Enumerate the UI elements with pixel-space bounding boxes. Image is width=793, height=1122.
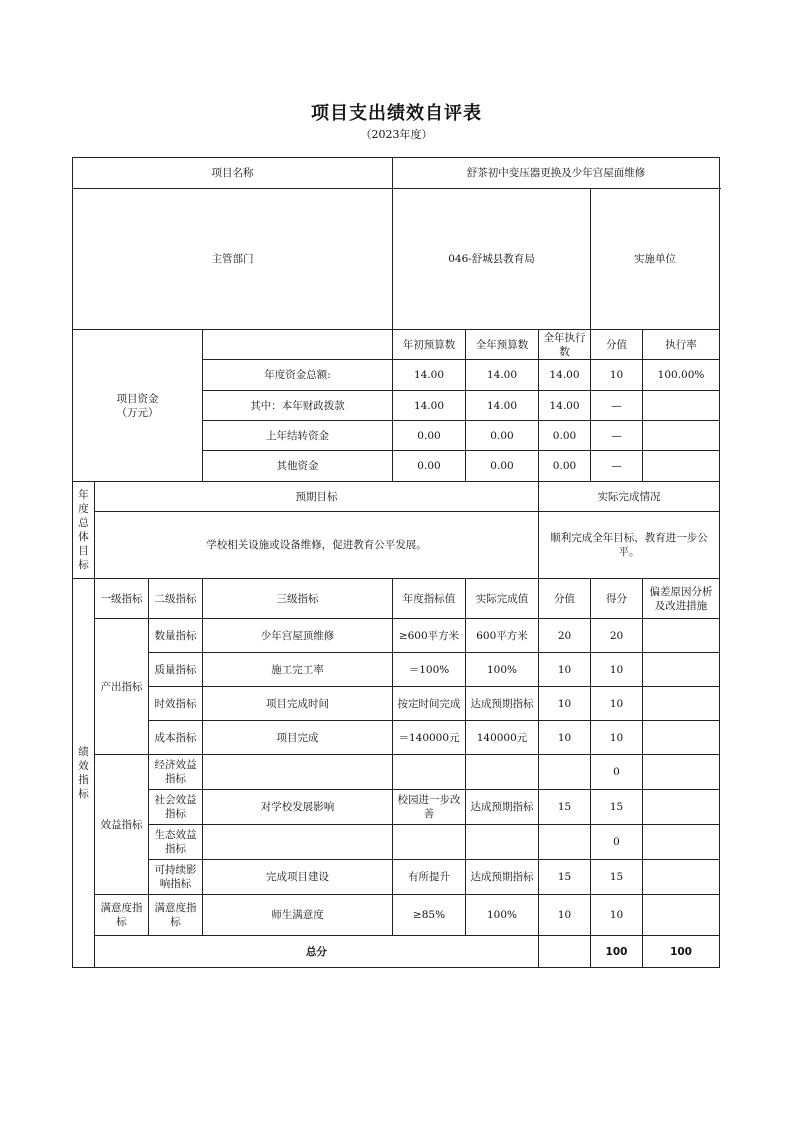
funds-cell: 0.00 [393, 421, 466, 451]
goals-row [73, 512, 720, 579]
header-score: 得分 [591, 579, 643, 619]
indicator-actual [466, 825, 539, 860]
indicators-side-char: 指 [78, 774, 89, 786]
indicator-score: 10 [591, 653, 643, 687]
indicator-level2: 时效指标 [149, 687, 203, 721]
indicator-level2: 经济效益指标 [149, 755, 203, 790]
actual-result-text: 顺利完成全年目标，教育进一步公平。 [539, 512, 720, 579]
funds-cell: 14.00 [393, 391, 466, 421]
funds-label [73, 330, 203, 482]
actual-result-header: 实际完成情况 [539, 482, 720, 512]
indicator-score-value: 10 [539, 687, 591, 721]
funds-header-score-value: 分值 [591, 330, 643, 360]
indicator-level2: 社会效益指标 [149, 790, 203, 825]
page-title: 项目支出绩效自评表 [311, 103, 482, 124]
indicator-deviation [643, 895, 720, 936]
indicator-level3: 项目完成 [203, 721, 393, 755]
indicator-score-value [539, 825, 591, 860]
project-name-value: 舒茶初中变压器更换及少年宫屋面维修 [393, 158, 720, 189]
indicator-deviation [643, 721, 720, 755]
indicator-score: 15 [591, 860, 643, 895]
goals-side-char: 度 [78, 503, 89, 515]
indicator-target: ≥85% [393, 895, 466, 936]
funds-row-label: 上年结转资金 [203, 421, 393, 451]
indicator-target: 按定时间完成 [393, 687, 466, 721]
header-target: 年度指标值 [393, 579, 466, 619]
total-label: 总分 [95, 936, 539, 968]
funds-header-row [73, 330, 720, 360]
indicator-deviation [643, 860, 720, 895]
indicator-level2: 成本指标 [149, 721, 203, 755]
funds-cell: 14.00 [539, 391, 591, 421]
indicators-side-char: 绩 [78, 746, 89, 758]
funds-cell: 0.00 [393, 451, 466, 482]
funds-cell: 10 [591, 360, 643, 391]
header-score-value: 分值 [539, 579, 591, 619]
total-score: 100 [643, 936, 720, 968]
funds-cell: — [591, 391, 643, 421]
indicator-deviation [643, 619, 720, 653]
indicator-deviation [643, 687, 720, 721]
indicator-actual: 达成预期指标 [466, 790, 539, 825]
indicator-actual [466, 755, 539, 790]
level1-satisfaction: 满意度指标 [95, 895, 149, 936]
project-name-row [73, 158, 720, 189]
indicator-score-value: 10 [539, 653, 591, 687]
indicator-target: ＝140000元 [393, 721, 466, 755]
indicator-score-value: 20 [539, 619, 591, 653]
total-score-value: 100 [591, 936, 643, 968]
indicator-score: 15 [591, 790, 643, 825]
indicator-row [73, 721, 720, 755]
indicators-side-char: 标 [78, 788, 89, 800]
indicator-row [73, 653, 720, 687]
indicators-side-char: 效 [78, 760, 89, 772]
funds-cell: 0.00 [466, 421, 539, 451]
goals-header-row [73, 482, 720, 512]
level1-benefit: 效益指标 [95, 755, 149, 895]
level1-output: 产出指标 [95, 619, 149, 755]
funds-cell [643, 421, 720, 451]
indicators-side-label [73, 579, 95, 968]
indicator-actual: 达成预期指标 [466, 860, 539, 895]
indicator-actual: 达成预期指标 [466, 687, 539, 721]
indicator-row [73, 619, 720, 653]
funds-row-label: 年度资金总额: [203, 360, 393, 391]
department-row [73, 189, 720, 330]
funds-label-line2: （万元） [116, 406, 159, 419]
indicator-target [393, 755, 466, 790]
goals-side-char: 年 [78, 489, 89, 501]
header-level1: 一级指标 [95, 579, 149, 619]
total-blank [539, 936, 591, 968]
header-actual: 实际完成值 [466, 579, 539, 619]
indicator-deviation [643, 790, 720, 825]
indicator-level2: 数量指标 [149, 619, 203, 653]
indicator-score-value: 15 [539, 790, 591, 825]
funds-cell: 14.00 [466, 391, 539, 421]
goals-side-char: 标 [78, 559, 89, 571]
indicator-level3: 师生满意度 [203, 895, 393, 936]
funds-cell: 14.00 [539, 360, 591, 391]
indicator-target: 有所提升 [393, 860, 466, 895]
indicator-row [73, 895, 720, 936]
project-name-label: 项目名称 [73, 158, 393, 189]
indicator-level3 [203, 825, 393, 860]
indicator-target [393, 825, 466, 860]
goals-side-label [73, 482, 95, 579]
department-label: 主管部门 [73, 189, 393, 330]
indicator-score-value: 10 [539, 721, 591, 755]
funds-cell: 0.00 [539, 451, 591, 482]
indicator-deviation [643, 755, 720, 790]
indicator-actual: 600平方米 [466, 619, 539, 653]
indicator-score: 10 [591, 687, 643, 721]
indicator-score-value [539, 755, 591, 790]
indicator-level3: 少年宫屋顶维修 [203, 619, 393, 653]
total-row [73, 936, 720, 968]
funds-header-annual: 全年预算数 [466, 330, 539, 360]
indicator-level3: 完成项目建设 [203, 860, 393, 895]
indicator-level3: 对学校发展影响 [203, 790, 393, 825]
indicator-actual: 100% [466, 653, 539, 687]
indicator-level2: 质量指标 [149, 653, 203, 687]
fiscal-year: （2023年度） [360, 128, 433, 141]
indicator-level3: 项目完成时间 [203, 687, 393, 721]
indicator-actual: 140000元 [466, 721, 539, 755]
goals-side-char: 体 [78, 531, 89, 543]
funds-cell: 14.00 [393, 360, 466, 391]
indicator-level2: 满意度指标 [149, 895, 203, 936]
indicator-row [73, 687, 720, 721]
indicator-score: 20 [591, 619, 643, 653]
implementing-unit-label: 实施单位 [591, 189, 720, 330]
funds-cell [643, 451, 720, 482]
indicator-deviation [643, 653, 720, 687]
indicator-row [73, 790, 720, 825]
indicator-target: ＝100% [393, 653, 466, 687]
funds-cell: — [591, 451, 643, 482]
department-value: 046-舒城县教育局 [393, 189, 591, 330]
indicator-target: ≥600平方米 [393, 619, 466, 653]
indicator-row [73, 825, 720, 860]
indicator-score-value: 15 [539, 860, 591, 895]
funds-cell: 0.00 [466, 451, 539, 482]
indicator-score: 10 [591, 721, 643, 755]
indicator-level3: 施工完工率 [203, 653, 393, 687]
indicator-level3 [203, 755, 393, 790]
indicator-row [73, 755, 720, 790]
funds-header-initial: 年初预算数 [393, 330, 466, 360]
funds-row-label: 其他资金 [203, 451, 393, 482]
funds-cell: — [591, 421, 643, 451]
funds-header-rate: 执行率 [643, 330, 720, 360]
funds-row-label: 其中：本年财政拨款 [203, 391, 393, 421]
header-deviation: 偏差原因分析及改进措施 [643, 579, 720, 619]
expected-goal-text: 学校相关设施或设备维修，促进教育公平发展。 [95, 512, 539, 579]
funds-cell: 14.00 [466, 360, 539, 391]
goals-side-char: 总 [78, 517, 89, 529]
evaluation-table [72, 157, 720, 968]
goals-side-char: 目 [78, 545, 89, 557]
expected-goal-header: 预期目标 [95, 482, 539, 512]
indicator-level2: 生态效益指标 [149, 825, 203, 860]
funds-header-blank [203, 330, 393, 360]
indicator-score: 0 [591, 755, 643, 790]
funds-cell: 0.00 [539, 421, 591, 451]
indicator-level2: 可持续影响指标 [149, 860, 203, 895]
header-level3: 三级指标 [203, 579, 393, 619]
funds-cell: 100.00% [643, 360, 720, 391]
indicator-score: 0 [591, 825, 643, 860]
indicator-actual: 100% [466, 895, 539, 936]
indicator-row [73, 860, 720, 895]
indicator-score: 10 [591, 895, 643, 936]
indicator-score-value: 10 [539, 895, 591, 936]
funds-header-executed: 全年执行数 [539, 330, 591, 360]
indicator-target: 校园进一步改善 [393, 790, 466, 825]
indicator-deviation [643, 825, 720, 860]
indicators-header-row [73, 579, 720, 619]
header-level2: 二级指标 [149, 579, 203, 619]
funds-label-line1: 项目资金 [116, 392, 159, 405]
funds-cell [643, 391, 720, 421]
